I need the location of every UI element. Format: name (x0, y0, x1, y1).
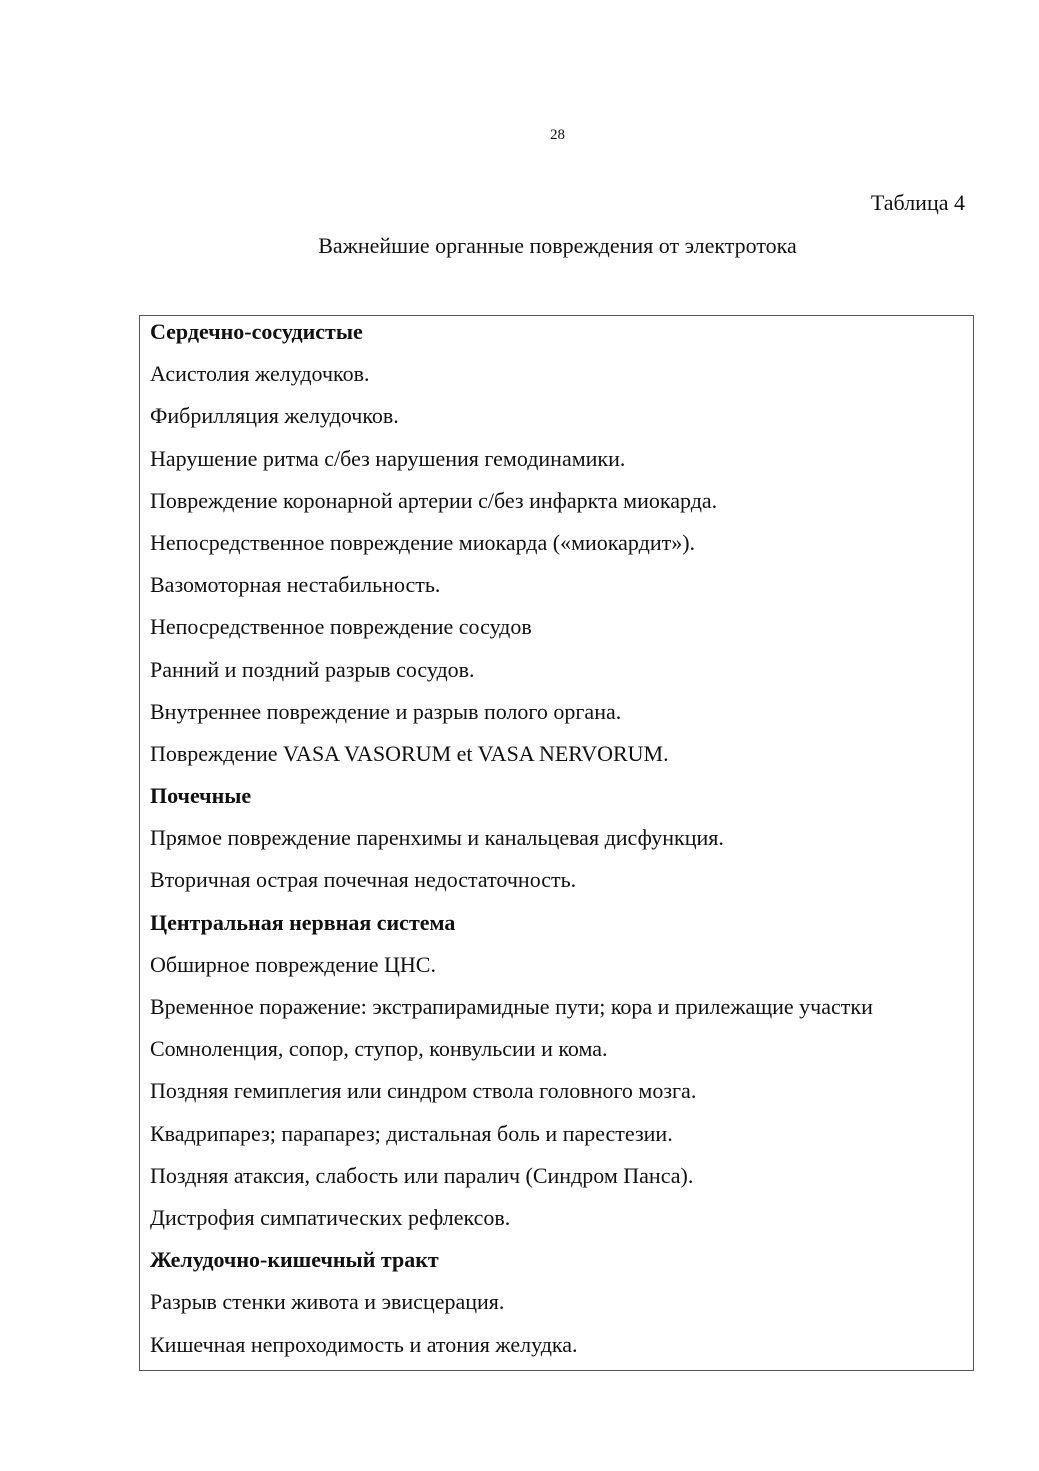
table-row: Ранний и поздний разрыв сосудов. (150, 656, 475, 682)
table-row: Обширное повреждение ЦНС. (150, 951, 436, 977)
section-heading: Желудочно-кишечный тракт (150, 1247, 439, 1273)
section-heading: Центральная нервная система (150, 909, 456, 935)
table-row: Поздняя атаксия, слабость или паралич (Синдром Панса). (150, 1162, 694, 1188)
table-row: Вторичная острая почечная недостаточность. (150, 867, 577, 893)
page-number: 28 (550, 127, 565, 143)
table-rows (150, 316, 969, 1371)
table-row: Поздняя гемиплегия или синдром ствола головного мозга. (150, 1078, 697, 1104)
table-row: Сомноленция, сопор, ступор, конвульсии и кома. (150, 1036, 608, 1062)
table-label: Таблица 4 (870, 190, 965, 215)
injuries-table (139, 315, 974, 1371)
table-row: Асистолия желудочков. (150, 361, 370, 387)
table-row: Квадрипарез; парапарез; дистальная боль и парестезии. (150, 1120, 673, 1146)
table-title: Важнейшие органные повреждения от электротока (318, 233, 797, 258)
table-row: Кишечная непроходимость и атония желудка. (150, 1331, 578, 1357)
table-row: Внутреннее повреждение и разрыв полого органа. (150, 698, 622, 724)
table-row: Разрыв стенки живота и эвисцерация. (150, 1289, 505, 1315)
table-row: Фибрилляция желудочков. (150, 403, 399, 429)
table-row: Непосредственное повреждение миокарда («миокардит»). (150, 529, 696, 555)
table-row: Повреждение VASA VASORUM et VASA NERVORUM. (150, 740, 669, 766)
table-row: Временное поражение: экстрапирамидные пути; кора и прилежащие участки (150, 994, 873, 1019)
section-heading: Сердечно-сосудистые (150, 319, 363, 344)
table-row: Дистрофия симпатических рефлексов. (150, 1204, 511, 1230)
table-row: Нарушение ритма с/без нарушения гемодинамики. (150, 445, 626, 471)
section-heading: Почечные (150, 783, 252, 809)
table-row: Повреждение коронарной артерии с/без инфаркта миокарда. (150, 487, 718, 513)
table-row: Вазомоторная нестабильность. (150, 572, 441, 598)
table-row: Прямое повреждение паренхимы и канальцевая дисфункция. (150, 825, 724, 851)
table-row: Непосредственное повреждение сосудов (150, 614, 532, 640)
